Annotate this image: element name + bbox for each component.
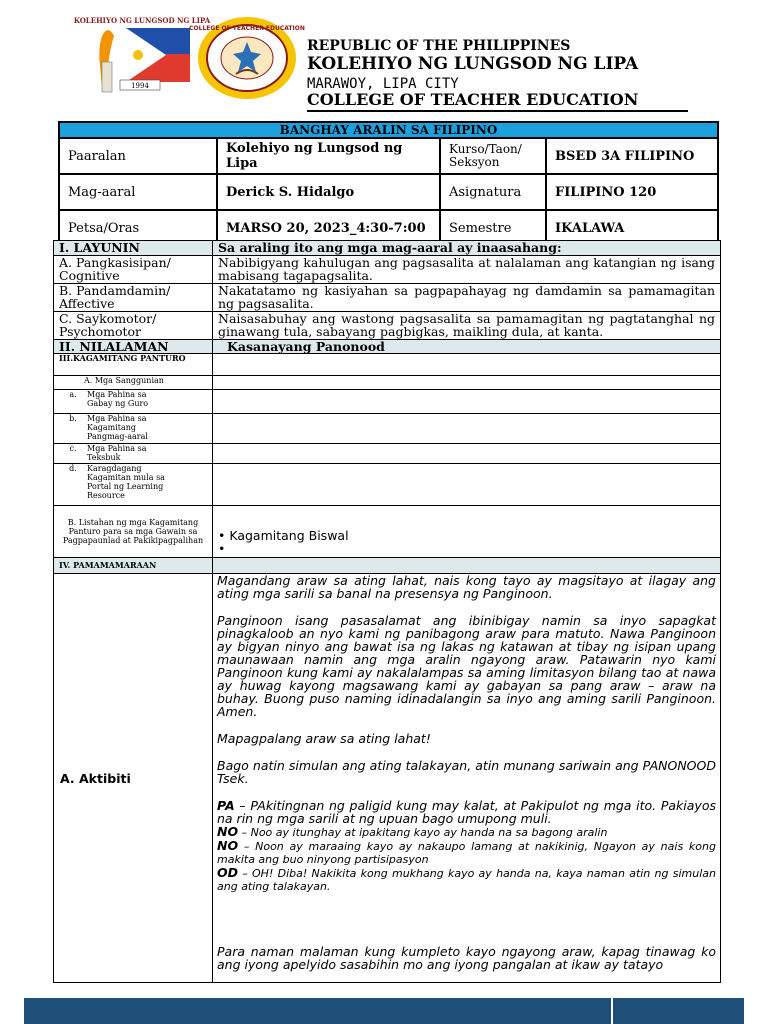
pamamaraan-value [213,558,721,574]
school-name: KOLEHIYO NG LUNGSOD NG LIPA [307,54,639,74]
label-asignatura: Asignatura [440,174,546,210]
sanggunian-value [213,376,721,390]
layunin-text: Sa araling ito ang mga mag-aaral ay inaasahang: [213,241,721,256]
pa-code: PA [217,798,235,813]
sub-item-b [54,414,213,444]
pa-item [217,799,716,825]
value-semestre: IKALAWA [546,210,718,246]
pa-text: – PAkitingnan ng paligid kung may kalat, at Pakipulot ng mga ito. Pakiayos na rin ng mga sarili at ng upuan bago umupong muli. [217,798,716,826]
nilalaman-label: II. NILALAMAN [54,340,213,354]
listahan-item-2: • [218,541,226,556]
listahan-label: B. Listahan ng mga Kagamitang Panturo para sa mga Gawain sa Pagpapaunlad at Pakikipagpalihan [54,506,213,558]
cte-seal [189,16,305,100]
sub-item-c-value [213,444,721,464]
college-name: COLLEGE OF TEACHER EDUCATION [307,90,639,109]
logo2-text: COLLEGE OF TEACHER EDUCATION [189,25,305,32]
label-kurso: Kurso/Taon/ Seksyon [440,138,546,174]
listahan-item: • Kagamitang Biswal [218,528,349,543]
value-petsa: MARSO 20, 2023_4:30-7:00 [217,210,440,246]
affective-label: B. Pandamdamin/ Affective [54,284,213,312]
no2-code: NO [217,838,239,853]
sanggunian-label: A. Mga Sanggunian [54,376,213,390]
sub-item-b-text: Mga Pahina sa Kagamitang Pangmag-aaral [87,414,148,441]
listahan-value [213,506,721,558]
footer-bar [24,998,744,1024]
sub-item-a-letter: a. [69,390,77,399]
affective-text: Nakatatamo ng kasiyahan sa pagpapahayag ng damdamin sa pamamagitan ng pagsasalita. [213,284,721,312]
od-text: – OH! Diba! Nakikita kong mukhang kayo ay handa na, kaya naman atin ng simulan ang ating talakayan. [217,867,716,893]
listahan-item-1: Kagamitang Biswal [229,528,349,543]
value-asignatura: FILIPINO 120 [546,174,718,210]
label-petsa: Petsa/Oras [59,210,217,246]
sub-item-d-text: Karagdagang Kagamitan mula sa Portal ng Learning Resource [87,464,165,500]
kagamitan-label: III.KAGAMITANG PANTURO [54,354,213,376]
footer-divider [611,998,613,1024]
nilalaman-text: Kasanayang Panonood [213,340,721,354]
aktibiti-content [213,574,721,983]
no1-text: – Noo ay itunghay at ipakitang kayo ay handa na sa bagong aralin [238,826,608,839]
sub-item-c [54,444,213,464]
od-code: OD [217,865,239,880]
layunin-label: I. LAYUNIN [54,241,213,256]
sub-item-b-letter: b. [69,414,77,423]
school-address: MARAWOY, LIPA CITY [307,76,459,92]
sub-item-c-letter: c. [69,444,77,453]
od-item [217,866,716,893]
logo1-year: 1994 [131,82,149,90]
label-paaralan: Paaralan [59,138,217,174]
sub-item-c-text: Mga Pahina sa Teksbuk [87,444,147,462]
aktibiti-label: A. Aktibiti [54,574,213,983]
no2-item [217,839,716,866]
label-mag-aaral: Mag-aaral [59,174,217,210]
sub-item-a-text: Mga Pahina sa Gabay ng Guro [87,390,149,408]
cognitive-label: A. Pangkasisipan/ Cognitive [54,256,213,284]
value-kurso: BSED 3A FILIPINO [546,138,718,174]
no1-code: NO [217,824,239,839]
republic-line: REPUBLIC OF THE PHILIPPINES [307,38,571,54]
greeting-paragraph: Magandang araw sa ating lahat, nais kong tayo ay magsitayo at ilagay ang ating mga sarili sa banal na presensya ng Panginoon. [217,573,716,601]
header-rule [307,110,688,112]
prayer-paragraph: Panginoon isang pasasalamat ang ibinibigay namin sa inyo sapagkat pinagkaloob an nyo kami ng panibagong araw para matuto. Nawa Panginoon ay bigyan ninyo ang bawat isa ng lakas ng katawan at tibay ng isipan upang maunawaan namin ang mga aralin ngayong araw. Patawarin nyo kami Panginoon kung kami ay nakalalampas sa aming limitasyon bilang tao at nawa ay huwag kayong magsawang kami ay gabayan sa pang araw – araw na buhay. Buong puso naming idinadalangin sa inyo ang aming sarili Panginoon. Amen. [217,613,716,719]
panonood-intro: Bago natin simulan ang ating talakayan, atin munang sariwain ang PANONOOD Tsek. [217,758,716,786]
no1-item [217,825,716,839]
psychomotor-label: C. Saykomotor/ Psychomotor [54,312,213,340]
blessing-line: Mapagpalang araw sa ating lahat! [217,731,431,746]
plan-title: BANGHAY ARALIN SA FILIPINO [59,122,718,138]
value-mag-aaral: Derick S. Hidalgo [217,174,440,210]
sub-item-d-letter: d. [69,464,77,473]
pamamaraan-label: IV. PAMAMAMARAAN [54,558,213,574]
sub-item-d [54,464,213,506]
sub-item-a-value [213,390,721,414]
value-paaralan: Kolehiyo ng Lungsod ng Lipa [217,138,440,174]
sub-item-b-value [213,414,721,444]
sub-item-d-value [213,464,721,506]
sub-item-a [54,390,213,414]
psychomotor-text: Naisasabuhay ang wastong pagsasalita sa pamamagitan ng pagtatanghal ng ginawang tula, sabayang pagbigkas, maikling dula, at kanta. [213,312,721,340]
attendance-paragraph: Para naman malaman kung kumpleto kayo ngayong araw, kapag tinawag ko ang iyong apelyido sasabihin mo ang iyong pangalan at ikaw ay tatayo [217,944,716,972]
lesson-plan-table [53,240,721,983]
info-table [58,121,719,247]
logo1-text: KOLEHIYO NG LUNGSOD NG LIPA [73,16,211,25]
kagamitan-value [213,354,721,376]
klnl-logo [73,14,211,100]
label-semestre: Semestre [440,210,546,246]
no2-text: – Noon ay maraaing kayo ay nakaupo lamang at nakikinig, Ngayon ay nais kong makita ang buo ninyong partisipasyon [217,840,716,866]
cognitive-text: Nabibigyang kahulugan ang pagsasalita at nalalaman ang katangian ng isang mabisang tagapagsalita. [213,256,721,284]
